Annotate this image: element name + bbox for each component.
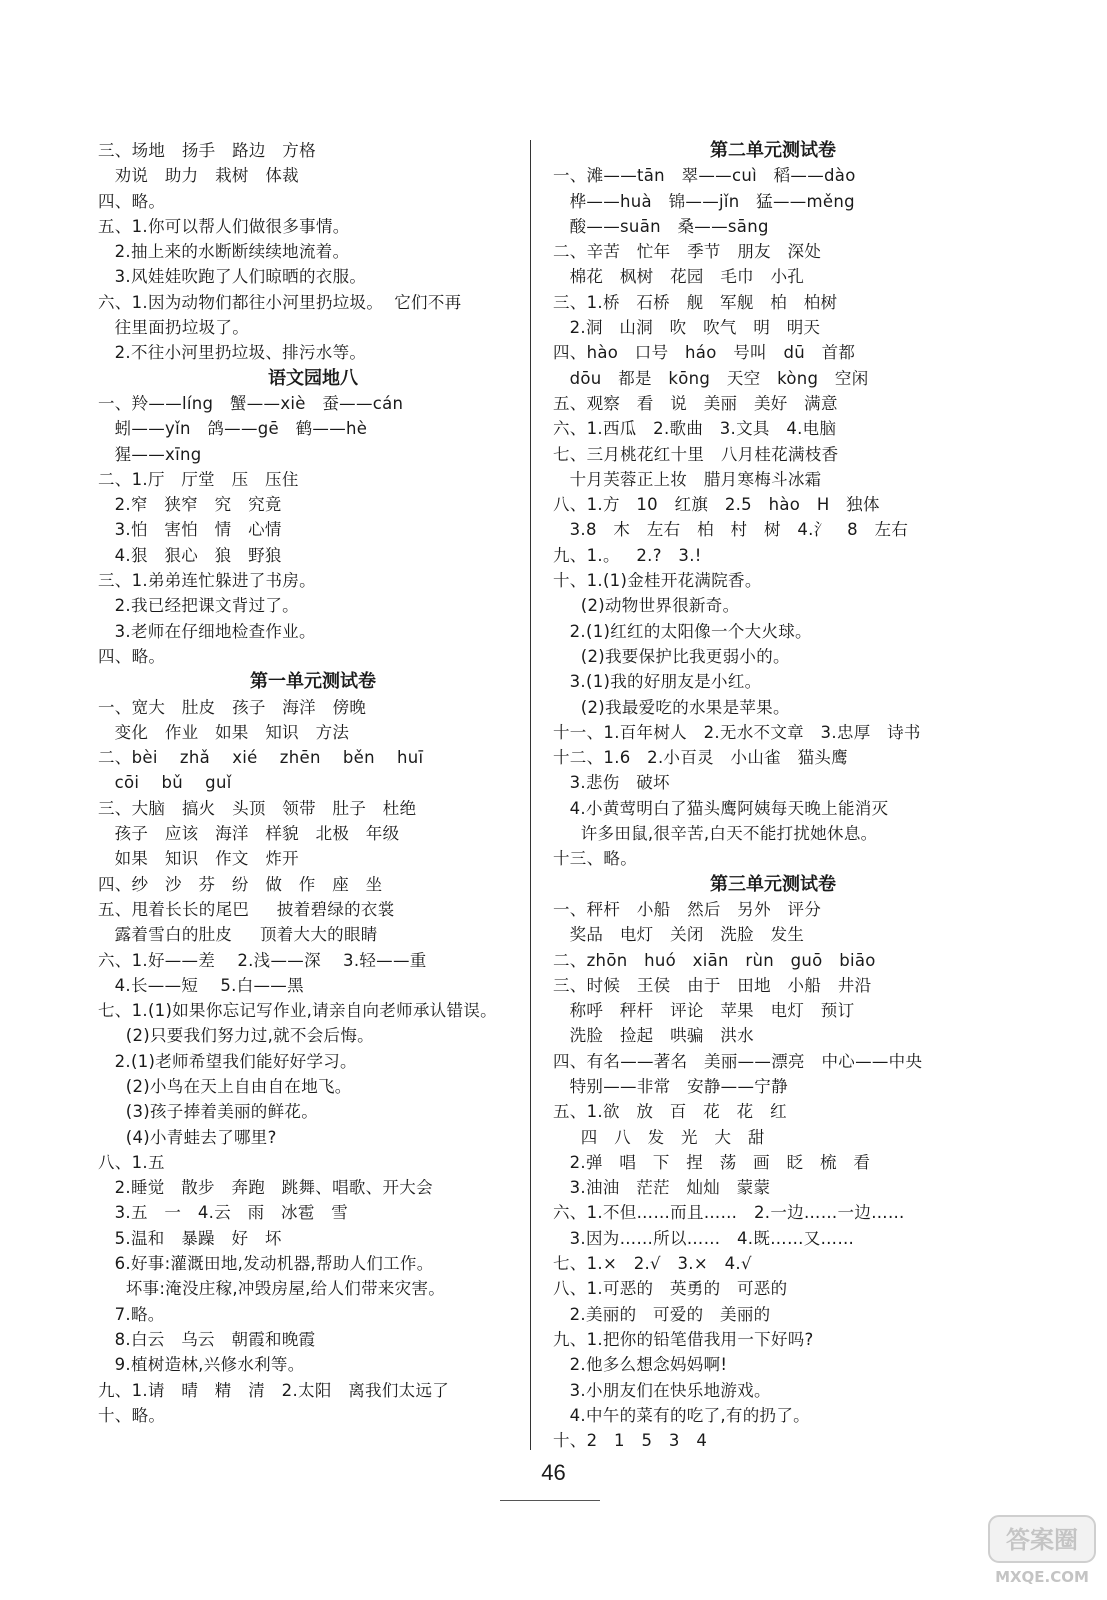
answer-line: 6.好事:灌溉田地,发动机器,帮助人们工作。 — [98, 1254, 434, 1274]
answer-line: 六、1.好——差 2.浅——深 3.轻——重 — [98, 950, 427, 970]
page-number: 46 — [541, 1460, 566, 1485]
answer-line: 3.(1)我的好朋友是小红。 — [553, 672, 762, 692]
answer-line: 九、1.。 2.? 3.! — [553, 545, 702, 565]
answer-line: 三、大脑 搞火 头顶 领带 肚子 杜绝 — [98, 798, 417, 818]
column-divider — [530, 140, 531, 1450]
answer-line: 九、1.请 晴 精 清 2.太阳 离我们太远了 — [98, 1380, 450, 1400]
answer-line: 十月芙蓉正上妆 腊月寒梅斗冰霜 — [553, 469, 822, 489]
answer-line: 4.狠 狠心 狼 野狼 — [98, 545, 282, 565]
answer-line: 四、有名——著名 美丽——漂亮 中心——中央 — [553, 1051, 923, 1071]
answer-line: (2)我最爱吃的水果是苹果。 — [553, 697, 790, 717]
watermark-domain: MXQE.COM — [995, 1568, 1089, 1586]
answer-line: 特别——非常 安静——宁静 — [553, 1076, 788, 1096]
answer-line: (2)我要保护比我更弱小的。 — [553, 646, 790, 666]
answer-line: 2.(1)红红的太阳像一个大火球。 — [553, 621, 812, 641]
answer-line: 3.怕 害怕 情 心情 — [98, 520, 282, 540]
answer-line: 十、略。 — [98, 1405, 166, 1425]
answer-line: 孩子 应该 海洋 样貌 北极 年级 — [98, 824, 400, 844]
answer-line: 酸——suān 桑——sāng — [553, 216, 769, 236]
answer-line: 桦——huà 锦——jǐn 猛——měng — [553, 191, 855, 211]
answer-line: 4.长——短 5.白——黑 — [98, 975, 304, 995]
answer-line: cōi bǔ guǐ — [98, 773, 232, 793]
answer-line: 2.抽上来的水断断续续地流着。 — [98, 242, 350, 262]
answer-line: 十、2 1 5 3 4 — [553, 1431, 708, 1451]
answer-line: 9.植树造林,兴修水利等。 — [98, 1355, 305, 1375]
answer-line: 变化 作业 如果 知识 方法 — [98, 722, 350, 742]
answer-line: 七、1.× 2.√ 3.× 4.√ — [553, 1254, 752, 1274]
section-heading: 第三单元测试卷 — [710, 873, 836, 895]
answer-line: 七、1.(1)如果你忘记写作业,请亲自向老师承认错误。 — [98, 1001, 497, 1021]
section-heading: 第一单元测试卷 — [250, 671, 376, 693]
answer-line: 3.老师在仔细地检查作业。 — [98, 621, 316, 641]
answer-line: 许多田鼠,很辛苦,白天不能打扰她休息。 — [553, 824, 878, 844]
answer-line: 十、1.(1)金桂开花满院香。 — [553, 571, 762, 591]
watermark-logo — [987, 1514, 1097, 1590]
answer-line: 二、1.厅 厅堂 压 压住 — [98, 469, 299, 489]
answer-line: (3)孩子捧着美丽的鲜花。 — [98, 1102, 318, 1122]
answer-line: 七、三月桃花红十里 八月桂花满枝香 — [553, 444, 839, 464]
answer-line: 四、hào 口号 háo 号叫 dū 首都 — [553, 343, 856, 363]
answer-line: 五、观察 看 说 美丽 美好 满意 — [553, 393, 838, 413]
answer-line: 九、1.把你的铅笔借我用一下好吗? — [553, 1329, 814, 1349]
answer-line: 如果 知识 作文 炸开 — [98, 849, 299, 869]
answer-line: dōu 都是 kōng 天空 kòng 空闲 — [553, 368, 869, 388]
answer-line: 奖品 电灯 关闭 洗脸 发生 — [553, 925, 805, 945]
answer-line: 五、1.你可以帮人们做很多事情。 — [98, 216, 350, 236]
answer-line: (2)只要我们努力过,就不会后悔。 — [98, 1026, 374, 1046]
answer-line: 二、zhōn huó xiān rùn guō biāo — [553, 950, 876, 970]
answer-line: 猩——xīng — [98, 444, 202, 464]
answer-line: 劝说 助力 栽树 体裁 — [98, 166, 299, 186]
answer-line: 六、1.不但……而且…… 2.一边……一边…… — [553, 1203, 905, 1223]
answer-line: (2)小鸟在天上自由自在地飞。 — [98, 1076, 352, 1096]
answer-line: 2.洞 山洞 吹 吹气 明 明天 — [553, 318, 821, 338]
answer-line: 四、略。 — [98, 191, 166, 211]
answer-line: 二、bèi zhǎ xié zhēn běn huī — [98, 748, 424, 768]
watermark-title: 答案圈 — [1006, 1526, 1078, 1554]
answer-line: 露着雪白的肚皮 顶着大大的眼睛 — [98, 925, 378, 945]
answer-line: 二、辛苦 忙年 季节 朋友 深处 — [553, 242, 822, 262]
answer-line: 2.睡觉 散步 奔跑 跳舞、唱歌、开大会 — [98, 1178, 433, 1198]
answer-line: 八、1.可恶的 英勇的 可恶的 — [553, 1279, 788, 1299]
answer-line: 棉花 枫树 花园 毛巾 小孔 — [553, 267, 805, 287]
answer-line: 2.不往小河里扔垃圾、排污水等。 — [98, 343, 367, 363]
answer-line: 往里面扔垃圾了。 — [98, 318, 250, 338]
footer-rule — [500, 1500, 600, 1501]
answer-line: 2.(1)老师希望我们能好好学习。 — [98, 1051, 357, 1071]
answer-line: 一、秤杆 小船 然后 另外 评分 — [553, 899, 822, 919]
answer-line: 三、1.弟弟连忙躲进了书房。 — [98, 571, 316, 591]
answer-line: 3.风娃娃吹跑了人们晾晒的衣服。 — [98, 267, 367, 287]
answer-line: 一、滩——tān 翠——cuì 稻——dào — [553, 166, 856, 186]
right-answer-column — [553, 138, 993, 1453]
answer-line: 六、1.西瓜 2.歌曲 3.文具 4.电脑 — [553, 419, 837, 439]
answer-line: 3.油油 茫茫 灿灿 蒙蒙 — [553, 1178, 771, 1198]
answer-line: 4.中午的菜有的吃了,有的扔了。 — [553, 1405, 810, 1425]
answer-line: 五、1.欲 放 百 花 花 红 — [553, 1102, 787, 1122]
answer-line: 八、1.方 10 红旗 2.5 hào H 独体 — [553, 495, 880, 515]
section-heading: 第二单元测试卷 — [710, 140, 836, 161]
answer-line: 8.白云 乌云 朝霞和晚霞 — [98, 1329, 316, 1349]
answer-line: 三、1.桥 石桥 舰 军舰 柏 柏树 — [553, 292, 838, 312]
answer-line: 六、1.因为动物们都往小河里扔垃圾。 它们不再 — [98, 292, 462, 312]
answer-line: 十一、1.百年树人 2.无水不文章 3.忠厚 诗书 — [553, 722, 921, 742]
answer-line: 蚓——yǐn 鸽——gē 鹤——hè — [98, 419, 368, 439]
answer-line: 3.8 木 左右 柏 村 树 4.氵 8 左右 — [553, 520, 909, 540]
answer-line: 4.小黄莺明白了猫头鹰阿姨每天晚上能消灭 — [553, 798, 889, 818]
answer-line: 2.他多么想念妈妈啊! — [553, 1355, 728, 1375]
answer-line: 2.我已经把课文背过了。 — [98, 596, 299, 616]
answer-line: 四、纱 沙 芬 纷 做 作 座 坐 — [98, 874, 383, 894]
answer-line: 2.弹 唱 下 捏 荡 画 眨 梳 看 — [553, 1152, 871, 1172]
answer-line: 3.悲伤 破坏 — [553, 773, 670, 793]
answer-line: 2.美丽的 可爱的 美丽的 — [553, 1304, 771, 1324]
answer-line: 四 八 发 光 大 甜 — [553, 1127, 765, 1147]
answer-line: 三、时候 王侯 由于 田地 小船 井沿 — [553, 975, 872, 995]
answer-line: 八、1.五 — [98, 1152, 165, 1172]
answer-line: 一、羚——líng 蟹——xiè 蚕——cán — [98, 393, 404, 413]
answer-line: 十三、略。 — [553, 849, 637, 869]
answer-line: 称呼 秤杆 评论 苹果 电灯 预订 — [553, 1001, 855, 1021]
answer-line: 一、宽大 肚皮 孩子 海洋 傍晚 — [98, 697, 367, 717]
answer-line: 三、场地 扬手 路边 方格 — [98, 141, 316, 160]
answer-line: 3.因为……所以…… 4.既……又…… — [553, 1228, 855, 1248]
answer-line: 五、甩着长长的尾巴 披着碧绿的衣裳 — [98, 899, 395, 919]
answer-line: 坏事:淹没庄稼,冲毁房屋,给人们带来灾害。 — [98, 1279, 446, 1299]
answer-line: 洗脸 捡起 哄骗 洪水 — [553, 1026, 754, 1046]
answer-line: 7.略。 — [98, 1304, 165, 1324]
answer-line: (4)小青蛙去了哪里? — [98, 1127, 277, 1147]
answer-line: (2)动物世界很新奇。 — [553, 596, 740, 616]
answer-line: 5.温和 暴躁 好 坏 — [98, 1228, 282, 1248]
answer-line: 十二、1.6 2.小百灵 小山雀 猫头鹰 — [553, 748, 848, 768]
section-heading: 语文园地八 — [268, 367, 358, 389]
answer-line: 四、略。 — [98, 646, 166, 666]
answer-line: 2.窄 狭窄 究 究竟 — [98, 495, 282, 515]
answer-line: 3.小朋友们在快乐地游戏。 — [553, 1380, 771, 1400]
answer-line: 3.五 一 4.云 雨 冰雹 雪 — [98, 1203, 349, 1223]
left-answer-column — [98, 138, 528, 1428]
